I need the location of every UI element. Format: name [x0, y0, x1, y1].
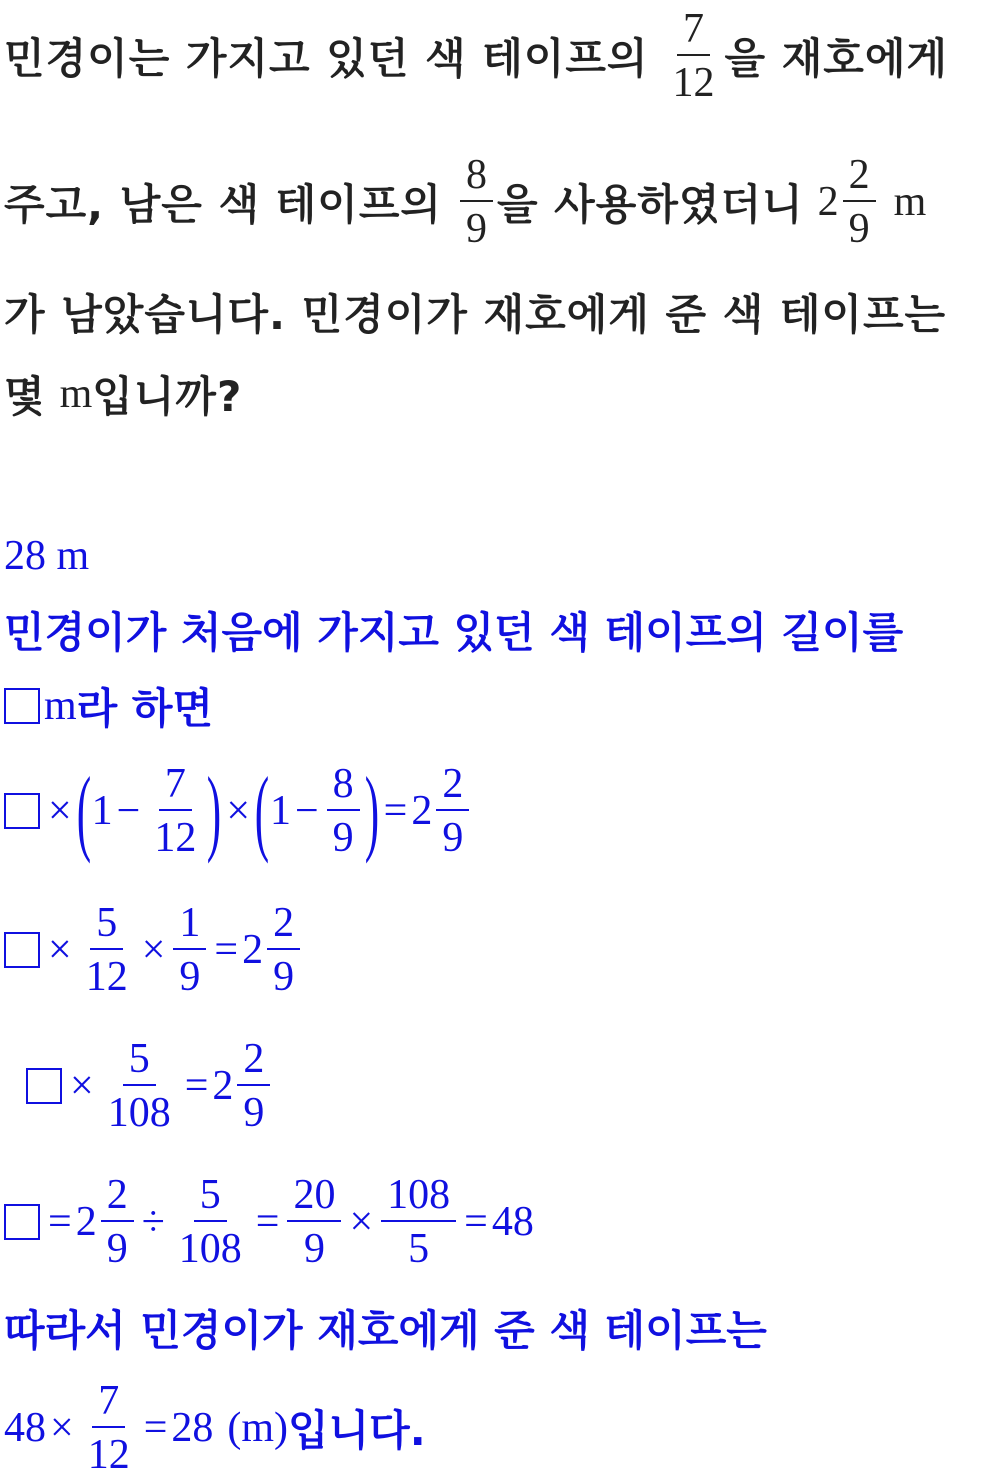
mixed-whole: 2 [212, 1063, 234, 1109]
unit: (m) [227, 1405, 289, 1451]
denominator: 108 [107, 1090, 171, 1136]
fraction [287, 1174, 341, 1270]
fraction [381, 1174, 456, 1270]
fraction [82, 1380, 136, 1476]
minus-sign: − [294, 788, 319, 834]
unknown-box [4, 932, 40, 968]
solution-intro-2 [4, 680, 213, 732]
denominator: 9 [273, 954, 295, 1000]
conclusion-1 [4, 1302, 767, 1354]
fraction [327, 763, 360, 859]
left-paren: ( [254, 757, 270, 864]
numerator: 7 [677, 8, 710, 56]
denominator: 9 [332, 815, 354, 861]
unknown-box [4, 793, 40, 829]
equals-sign: = [464, 1199, 488, 1245]
result-value: 48 [491, 1199, 534, 1245]
denominator: 12 [154, 815, 197, 861]
equals-sign: = [143, 1405, 168, 1451]
times-sign: × [226, 788, 250, 834]
one: 1 [91, 788, 113, 834]
numerator: 5 [123, 1038, 156, 1086]
fraction [80, 902, 134, 998]
times-sign: × [48, 927, 72, 973]
fraction [667, 8, 721, 104]
numerator: 2 [101, 1174, 134, 1222]
unit: m [893, 179, 927, 225]
numerator: 2 [267, 902, 300, 950]
denominator: 9 [106, 1226, 128, 1272]
times-sign: × [48, 788, 72, 834]
unknown-box [26, 1068, 62, 1104]
fraction [460, 154, 493, 250]
lhs-value: 48 [4, 1405, 46, 1451]
question-text: 가 남았습니다. 민경이가 재호에게 준 색 테이프는 [4, 290, 947, 339]
question-text: 주고, 남은 색 테이프의 [4, 180, 442, 229]
question-text: 입니까? [92, 372, 243, 421]
solution-text: 입니다. [288, 1406, 426, 1455]
equals-sign: = [48, 1199, 72, 1245]
denominator: 108 [178, 1226, 242, 1272]
question-line-3 [4, 284, 946, 340]
times-sign: × [349, 1199, 374, 1245]
solution-text: 따라서 민경이가 재호에게 준 색 테이프는 [4, 1306, 767, 1355]
question-line-1 [4, 0, 948, 112]
numerator: 2 [843, 154, 876, 202]
denominator: 12 [87, 1432, 130, 1478]
right-paren: ) [207, 757, 222, 864]
denominator: 9 [465, 206, 487, 252]
fraction [148, 763, 202, 859]
fraction [173, 902, 206, 998]
numerator: 7 [92, 1380, 125, 1428]
unknown-box [4, 1204, 40, 1240]
divide-sign: ÷ [141, 1199, 165, 1245]
solution-intro-1 [4, 604, 903, 656]
fraction [102, 1038, 177, 1134]
equation-1 [4, 756, 473, 866]
numerator: 5 [194, 1174, 227, 1222]
equals-sign: = [383, 788, 408, 834]
one: 1 [269, 788, 291, 834]
equals-sign: = [214, 927, 239, 973]
denominator: 9 [442, 815, 464, 861]
denominator: 12 [672, 60, 715, 106]
solution-text: 민경이가 처음에 가지고 있던 색 테이프의 길이를 [4, 608, 904, 657]
denominator: 9 [303, 1226, 325, 1272]
unknown-box [4, 688, 40, 724]
denominator: 9 [848, 206, 870, 252]
question-text: 을 사용하였더니 [496, 180, 804, 229]
fraction [237, 1038, 270, 1134]
numerator: 8 [327, 763, 360, 811]
numerator: 7 [159, 763, 192, 811]
equals-sign: = [184, 1063, 209, 1109]
numerator: 8 [460, 154, 493, 202]
unit: m [44, 683, 77, 729]
right-paren: ) [364, 757, 379, 864]
equals-sign: = [255, 1199, 280, 1245]
numerator: 20 [287, 1174, 341, 1222]
denominator: 5 [408, 1226, 430, 1272]
numerator: 108 [381, 1174, 456, 1222]
numerator: 2 [436, 763, 469, 811]
mixed-whole: 2 [411, 788, 433, 834]
times-sign: × [141, 927, 166, 973]
equation-4 [4, 1168, 534, 1276]
question-text: 민경이는 가지고 있던 색 테이프의 [4, 34, 649, 83]
question-line-2 [4, 144, 926, 260]
mixed-whole: 2 [75, 1199, 97, 1245]
numerator: 2 [237, 1038, 270, 1086]
mixed-whole: 2 [242, 927, 264, 973]
left-paren: ( [76, 757, 91, 864]
equation-2 [4, 896, 304, 1004]
fraction [267, 902, 300, 998]
fraction [173, 1174, 248, 1270]
numerator: 5 [90, 902, 123, 950]
unit: m [59, 371, 93, 417]
denominator: 12 [85, 954, 128, 1000]
equation-3 [26, 1032, 274, 1140]
final-value: 28 [171, 1405, 214, 1451]
answer-result [4, 530, 89, 582]
question-text: 몇 [4, 372, 46, 421]
minus-sign: − [116, 788, 141, 834]
solution-text: 라 하면 [76, 684, 214, 733]
conclusion-2 [4, 1378, 426, 1478]
answer-value: 28 m [4, 533, 90, 579]
fraction [436, 763, 469, 859]
fraction [101, 1174, 134, 1270]
mixed-whole: 2 [817, 179, 839, 225]
question-text: 을 재호에게 [724, 34, 948, 83]
times-sign: × [70, 1063, 94, 1109]
fraction [843, 154, 876, 250]
denominator: 9 [243, 1090, 265, 1136]
numerator: 1 [173, 902, 206, 950]
denominator: 9 [179, 954, 201, 1000]
times-sign: × [50, 1405, 74, 1451]
question-line-4 [4, 366, 242, 422]
